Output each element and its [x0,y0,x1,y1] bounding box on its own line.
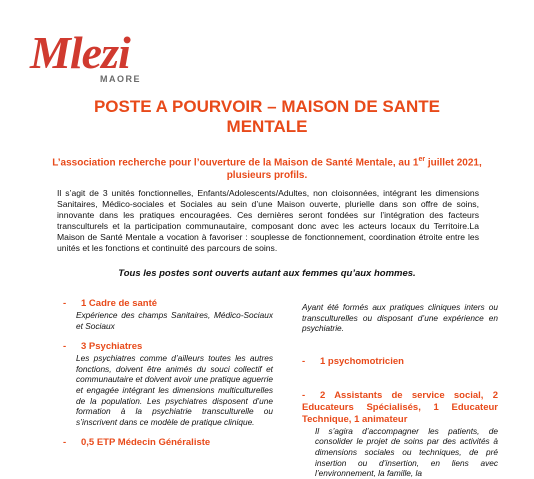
equal-opportunity-note: Tous les postes sont ouverts autant aux femmes qu’aux hommes. [118,268,416,279]
page-title [0,97,534,137]
job-title [302,356,498,368]
right-column [302,302,498,479]
job-description: Il s’agira d’accompagner les patients, de consolider le projet de soins par des activités à dimensions sociales ou techniques, de pré insertion ou d’insertion, en liens avec l’environnement, la famille, la [315,425,498,479]
job-title [302,390,498,426]
intro-text [52,153,482,182]
job-description: Les psychiatres comme d’ailleurs toutes les autres fonctions, doivent être animés du souci collectif et communautaire et doivent avoir une pratique aguerrie et engagée intégrant les dimensions multiculturelles de la population. Les psychiatres disposent d’une formation à la psychiatrie transculturelle ou s’inscrivent dans ce modèle de pratique clinique. [76,353,273,427]
job-title-text: 0,5 ETP Médecin Généraliste [81,437,211,449]
job-description: Expérience des champs Sanitaires, Médico-Sociaux et Sociaux [76,310,273,331]
job-item [63,341,273,427]
job-title [63,437,273,449]
job-title-text: 1 psychomotricien [320,355,404,367]
bullet-dash: - [63,437,67,449]
bullet-dash: - [302,389,306,401]
intro-text-end: juillet 2021, plusieurs profils. [226,157,482,182]
job-title-text: 2 Assistants de service social, 2 Educateurs Spécialisés, 1 Educateur Technique, 1 animateur [302,389,498,425]
job-item [302,390,498,479]
job-description: Ayant été formés aux pratiques cliniques inters ou transculturelles ou disposant d’une expérience en psychiatrie. [302,302,498,334]
intro-text-main: L’association recherche pour l’ouverture de la Maison de Santé Mentale, au 1 [52,157,419,169]
job-item [63,298,273,331]
bullet-dash: - [63,298,67,309]
logo-wordmark: Mlezi [30,27,130,78]
job-title-text: 1 Cadre de santé [81,298,158,309]
description-paragraph: Il s’agit de 3 unités fonctionnelles, Enfants/Adolescents/Adultes, non cloisonnées, intégrant les dimensions Sanitaires, Médico-sociales et Sociales au sein d’une Maison ouverte, plurielle dans son offre de soins, innovante dans les pratiques encouragées. Ces dernières seront fondées sur l’intégration des facteurs transculturels et la participation communautaire, composant donc avec les acteurs locaux du Territoire.La Maison de Santé Mentale a vocation à favoriser : souplesse de fonctionnement, coordination étroite entre les unités et les fonctions et continuité des parcours de soins. [57,188,479,253]
title-line-1: POSTE A POURVOIR – MAISON DE SANTE [93,97,441,116]
title-line-2: MENTALE [226,117,308,136]
bullet-dash: - [302,355,306,367]
mlezi-maore-logo [30,28,165,90]
job-title [63,298,273,310]
job-title [63,341,273,353]
job-item [63,437,273,449]
job-title-text: 3 Psychiatres [81,341,143,353]
left-column [63,298,273,449]
logo-subtitle: MAORE [100,74,141,84]
intro-superscript: er [418,156,426,163]
bullet-dash: - [63,341,67,353]
